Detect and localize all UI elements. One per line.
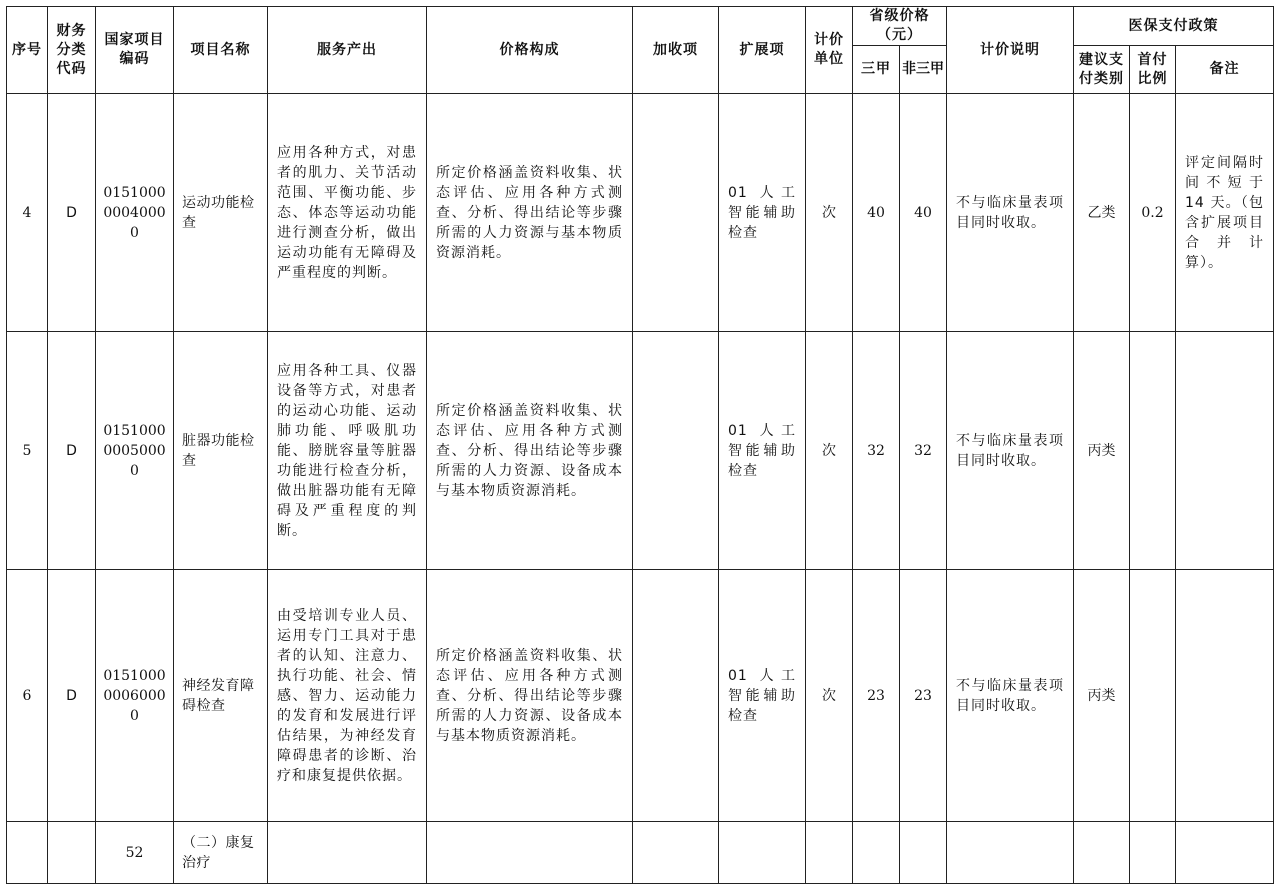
cell-remark <box>1176 570 1274 822</box>
cell-seq: 5 <box>7 332 48 570</box>
header-fin-code <box>48 7 96 94</box>
cell-item-name: 神经发育障碍检查 <box>174 570 268 822</box>
header-provincial-price-label: 省级价格（元） <box>869 8 930 43</box>
cell-remark <box>1176 332 1274 570</box>
header-nat-code <box>96 7 174 94</box>
section-cell-remark <box>1176 822 1274 884</box>
section-cell-payment-category <box>1074 822 1130 884</box>
cell-payment-category: 丙类 <box>1074 570 1130 822</box>
cell-price-composition: 所定价格涵盖资料收集、状态评估、应用各种方式测查、分析、得出结论等步骤所需的人力资源、设备成本与基本物质资源消耗。 <box>427 570 633 822</box>
cell-item-name: 运动功能检查 <box>174 94 268 332</box>
cell-fin-code: D <box>48 332 96 570</box>
cell-price-3a: 40 <box>853 94 900 332</box>
price-table <box>6 6 1274 884</box>
section-cell-output <box>268 822 427 884</box>
section-cell-surcharge <box>633 822 719 884</box>
header-payment-category-label: 建议支付类别 <box>1079 51 1124 87</box>
cell-nat-code-text: 015100000050000 <box>103 422 166 479</box>
header-unit-label: 计价单位 <box>814 32 844 67</box>
header-unit <box>806 7 853 94</box>
cell-price-composition: 所定价格涵盖资料收集、状态评估、应用各种方式测查、分析、得出结论等步骤所需的人力资源、设备成本与基本物质资源消耗。 <box>427 332 633 570</box>
section-cell-first-payment <box>1130 822 1176 884</box>
header-insurance-policy: 医保支付政策 <box>1074 7 1274 46</box>
table-row <box>7 332 1274 570</box>
cell-nat-code <box>96 570 174 822</box>
header-tier-non-3a: 非三甲 <box>900 46 947 94</box>
cell-price-non-3a: 32 <box>900 332 947 570</box>
cell-extension: 01 人工智能辅助检查 <box>719 94 806 332</box>
cell-pricing-description: 不与临床量表项目同时收取。 <box>947 570 1074 822</box>
cell-pricing-description: 不与临床量表项目同时收取。 <box>947 94 1074 332</box>
header-extension: 扩展项 <box>719 7 806 94</box>
cell-nat-code <box>96 332 174 570</box>
cell-remark: 评定间隔时间不短于 14 天。（包含扩展项目合并计算）。 <box>1176 94 1274 332</box>
cell-first-payment <box>1130 332 1176 570</box>
header-seq: 序号 <box>7 7 48 94</box>
cell-first-payment: 0.2 <box>1130 94 1176 332</box>
header-output: 服务产出 <box>268 7 427 94</box>
cell-extension: 01 人工智能辅助检查 <box>719 570 806 822</box>
section-title: （二）康复治疗 <box>174 822 268 884</box>
cell-pricing-description: 不与临床量表项目同时收取。 <box>947 332 1074 570</box>
section-cell-price-composition <box>427 822 633 884</box>
cell-surcharge <box>633 332 719 570</box>
cell-item-name: 脏器功能检查 <box>174 332 268 570</box>
table-row <box>7 570 1274 822</box>
cell-unit: 次 <box>806 570 853 822</box>
cell-payment-category: 乙类 <box>1074 94 1130 332</box>
cell-price-non-3a: 40 <box>900 94 947 332</box>
cell-price-non-3a: 23 <box>900 570 947 822</box>
cell-price-3a: 32 <box>853 332 900 570</box>
header-first-payment <box>1130 46 1176 94</box>
header-surcharge: 加收项 <box>633 7 719 94</box>
cell-extension: 01 人工智能辅助检查 <box>719 332 806 570</box>
section-cell-fin-code <box>48 822 96 884</box>
header-fin-code-label: 财务分类代码 <box>56 22 87 77</box>
table-row <box>7 94 1274 332</box>
section-nat-code: 52 <box>96 822 174 884</box>
header-tier-3a: 三甲 <box>853 46 900 94</box>
section-cell-seq <box>7 822 48 884</box>
cell-surcharge <box>633 570 719 822</box>
cell-fin-code: D <box>48 94 96 332</box>
cell-price-3a: 23 <box>853 570 900 822</box>
cell-fin-code: D <box>48 570 96 822</box>
header-remark: 备注 <box>1176 46 1274 94</box>
cell-price-composition: 所定价格涵盖资料收集、状态评估、应用各种方式测查、分析、得出结论等步骤所需的人力资源与基本物质资源消耗。 <box>427 94 633 332</box>
cell-output: 应用各种方式，对患者的肌力、关节活动范围、平衡功能、步态、体态等运动功能进行测查分析，做出运动功能有无障碍及严重程度的判断。 <box>268 94 427 332</box>
header-name: 项目名称 <box>174 7 268 94</box>
cell-output: 应用各种工具、仪器设备等方式，对患者的运动心功能、运动肺功能、呼吸肌功能、膀胱容量等脏器功能进行检查分析，做出脏器功能有无障碍及严重程度的判断。 <box>268 332 427 570</box>
header-first-payment-label: 首付比例 <box>1137 51 1168 87</box>
cell-seq: 4 <box>7 94 48 332</box>
cell-seq: 6 <box>7 570 48 822</box>
cell-output: 由受培训专业人员、运用专门工具对于患者的认知、注意力、执行功能、社会、情感、智力、运动能力的发育和发展进行评估结果，为神经发育障碍患者的诊断、治疗和康复提供依据。 <box>268 570 427 822</box>
section-cell-price-3a <box>853 822 900 884</box>
table-header <box>7 7 1274 94</box>
cell-nat-code-text: 015100000040000 <box>103 184 166 241</box>
cell-nat-code <box>96 94 174 332</box>
section-cell-unit <box>806 822 853 884</box>
cell-unit: 次 <box>806 332 853 570</box>
cell-payment-category: 丙类 <box>1074 332 1130 570</box>
header-price-composition: 价格构成 <box>427 7 633 94</box>
cell-nat-code-text: 015100000060000 <box>103 667 166 724</box>
section-cell-extension <box>719 822 806 884</box>
header-provincial-price <box>853 7 947 46</box>
header-payment-category <box>1074 46 1130 94</box>
section-cell-price-non-3a <box>900 822 947 884</box>
header-nat-code-label: 国家项目编码 <box>104 32 165 67</box>
cell-surcharge <box>633 94 719 332</box>
section-cell-description <box>947 822 1074 884</box>
cell-first-payment <box>1130 570 1176 822</box>
cell-unit: 次 <box>806 94 853 332</box>
header-pricing-description: 计价说明 <box>947 7 1074 94</box>
section-row <box>7 822 1274 884</box>
